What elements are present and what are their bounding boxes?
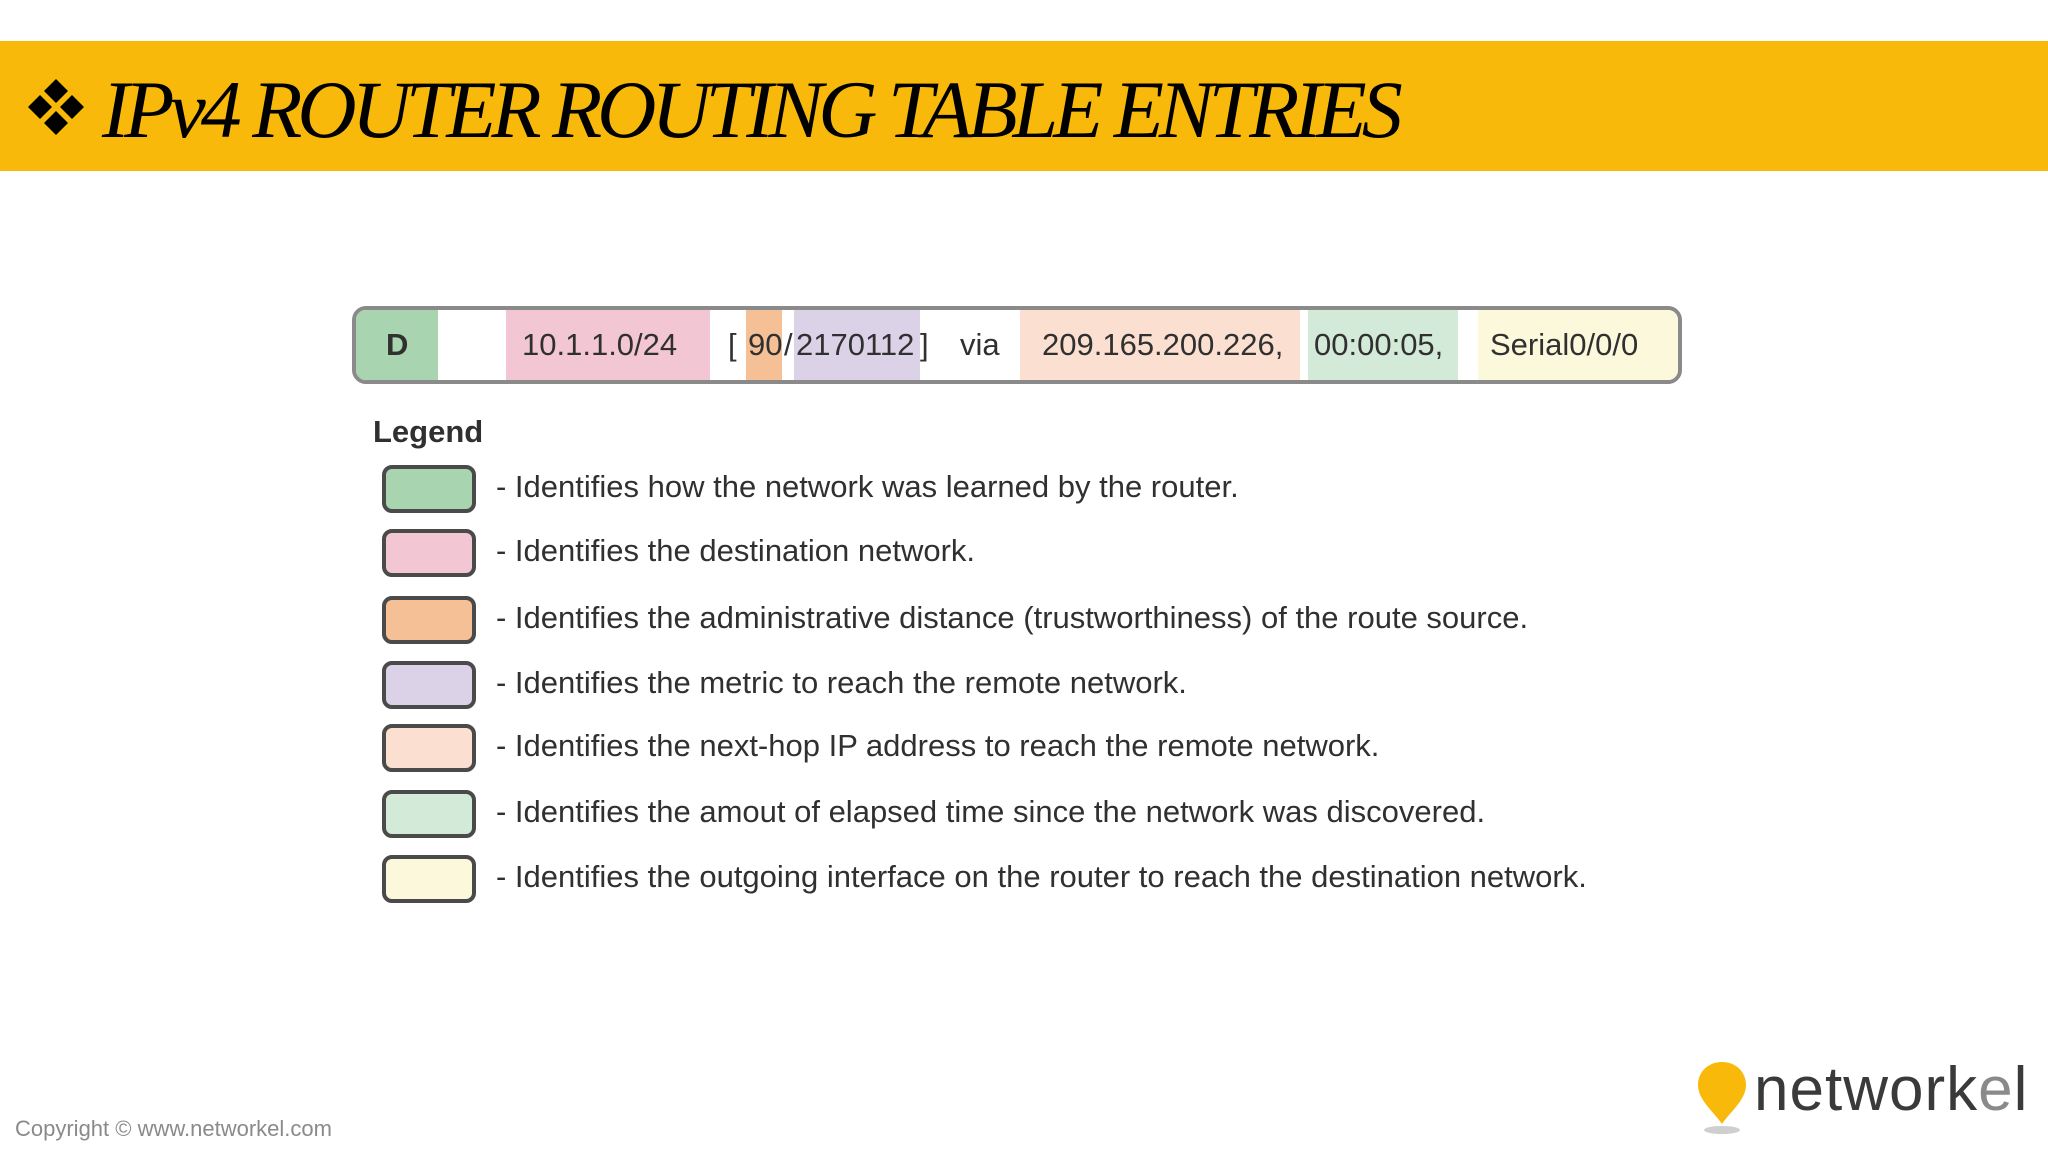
network-segment <box>506 310 710 380</box>
logo-wordmark: networkel <box>1754 1055 2029 1124</box>
interface-segment <box>1478 310 1682 380</box>
networkel-logo <box>1696 1054 2029 1134</box>
legend-swatch <box>382 529 476 577</box>
legend-item <box>382 855 1982 903</box>
legend-item <box>382 529 1982 577</box>
admin-distance: 90 <box>748 327 783 362</box>
legend-swatch <box>382 596 476 644</box>
route-entry <box>352 306 1682 384</box>
legend-item <box>382 596 1982 644</box>
legend-text: - Identifies the destination network. <box>496 533 976 568</box>
outgoing-interface: Serial0/0/0 <box>1490 327 1639 362</box>
legend-text: - Identifies the administrative distance (trustworthiness) of the route source. <box>496 600 1529 635</box>
legend-swatch <box>382 661 476 709</box>
legend-text: - Identifies the next-hop IP address to reach the remote network. <box>496 728 1380 763</box>
metric: 2170112 <box>796 327 915 362</box>
location-pin-icon <box>1696 1060 1748 1136</box>
diamond-bullet-icon <box>24 75 88 139</box>
legend-title: Legend <box>373 414 484 449</box>
legend-swatch <box>382 855 476 903</box>
legend-swatch <box>382 790 476 838</box>
legend-text: - Identifies how the network was learned by the router. <box>496 469 1239 504</box>
copyright-text: Copyright © www.networkel.com <box>15 1116 332 1141</box>
page-title: IPv4 ROUTER ROUTING TABLE ENTRIES <box>102 64 1398 155</box>
network-address: 10.1.1.0/24 <box>522 327 678 362</box>
bracket-close: ] <box>920 327 929 362</box>
legend-text: - Identifies the outgoing interface on the router to reach the destination network. <box>496 859 1587 894</box>
next-hop-segment <box>1020 310 1300 380</box>
legend-item <box>382 661 1982 709</box>
legend-text: - Identifies the amout of elapsed time since the network was discovered. <box>496 794 1486 829</box>
separator: / <box>784 327 793 362</box>
elapsed-time: 00:00:05, <box>1314 327 1444 362</box>
legend-text: - Identifies the metric to reach the remote network. <box>496 665 1187 700</box>
admin-distance-segment <box>746 310 782 380</box>
legend-item <box>382 724 1982 772</box>
source-code: D <box>386 327 409 362</box>
next-hop: 209.165.200.226, <box>1042 327 1284 362</box>
bracket-open: [ <box>728 327 737 362</box>
legend-item <box>382 465 1982 513</box>
metric-segment <box>794 310 920 380</box>
elapsed-time-segment <box>1308 310 1458 380</box>
source-code-segment <box>356 310 438 380</box>
legend-swatch <box>382 465 476 513</box>
legend-item <box>382 790 1982 838</box>
title-banner <box>0 41 2048 171</box>
via-label: via <box>960 327 1000 362</box>
legend-swatch <box>382 724 476 772</box>
